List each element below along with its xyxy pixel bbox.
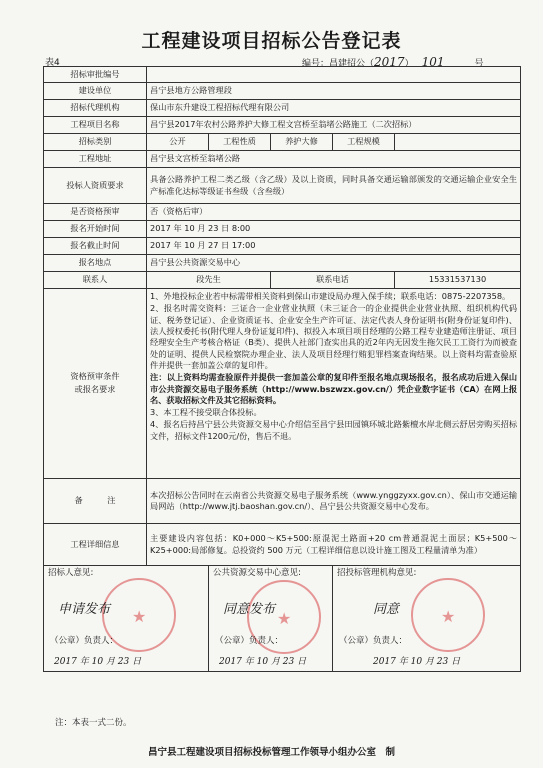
label-category: 招标类别 (44, 134, 147, 151)
row-agency (44, 100, 521, 117)
value-prequal: 否（资格后审） (147, 204, 521, 221)
condition-1: 1、外地投标企业若中标需带相关资料到保山市建设局办理入保手续；联系电话：0875-2207358。 (150, 291, 511, 301)
value-project-name: 昌宁县2017年农村公路养护大修工程文宫桥至翁堵公路施工（二次招标） (147, 117, 521, 134)
signature-person: （公章）负责人： (215, 636, 284, 646)
value-owner: 昌宁县地方公路管理段 (147, 83, 521, 100)
label-qualification: 投标人资质要求 (44, 168, 147, 204)
row-conditions (44, 289, 521, 479)
condition-3: 3、本工程不接受联合体投标。 (150, 407, 262, 418)
row-end-time (44, 238, 521, 255)
label-conditions-2: 或报名要求 (74, 383, 116, 394)
label-prequal: 是否资格预审 (44, 204, 147, 221)
label-start-time: 报名开始时间 (44, 221, 147, 238)
signature-trading-center (209, 566, 333, 672)
row-place (44, 255, 521, 272)
label-details: 工程详细信息 (44, 524, 147, 566)
table-note: 注：本表一式二份。 (55, 718, 132, 728)
row-owner (44, 83, 521, 100)
registration-table (43, 66, 521, 672)
signature-date: 2017 年 10 月 23 日 (373, 657, 461, 667)
value-qualification: 具备公路养护工程二类乙级（含乙级）及以上资质，同时具备交通运输部颁发的交通运输企业安全生产标准化达标等级证书叁级（含叁级） (147, 168, 521, 204)
label-location: 工程地址 (44, 151, 147, 168)
condition-note: 注：以上资料均需查验原件并提供一套加盖公章的复印件至报名地点现场报名，报名成功后进入保山市公共资源交易电子服务系统（http://www.bszwzx.gov.cn/）凭企业数字证书（CA）在网上报名、获取招标文件及其它招标资料。 (150, 372, 518, 405)
value-nature: 养护大修 (271, 134, 333, 151)
signature-handwriting: 同意发布 (223, 602, 276, 617)
row-prequal (44, 204, 521, 221)
page-title: 工程建设项目招标公告登记表 (141, 30, 402, 52)
signature-person: （公章）负责人： (339, 636, 408, 646)
value-end-time: 2017 年 10 月 27 日 17:00 (147, 238, 521, 255)
label-project-name: 工程项目名称 (44, 117, 147, 134)
signature-person: （公章）负责人： (50, 636, 119, 646)
signature-date: 2017 年 10 月 23 日 (219, 657, 307, 667)
signature-handwriting: 同意 (373, 602, 400, 617)
label-nature: 工程性质 (209, 134, 271, 151)
value-conditions (147, 289, 521, 479)
label-conditions-1: 资格预审条件 (70, 371, 120, 382)
signature-management (333, 566, 521, 672)
label-place: 报名地点 (44, 255, 147, 272)
label-agency: 招标代理机构 (44, 100, 147, 117)
value-phone: 15331537130 (395, 272, 521, 289)
form-number: 表4 (45, 58, 60, 68)
value-scale (395, 134, 521, 151)
issuer-footer: 昌宁县工程建设项目招标投标管理工作领导小组办公室 制 (147, 747, 395, 758)
row-details (44, 524, 521, 566)
seal-star-icon: ★ (441, 607, 456, 626)
signature-handwriting: 申请发布 (58, 602, 111, 617)
label-scale: 工程规模 (333, 134, 395, 151)
row-remarks (44, 479, 521, 524)
row-location (44, 151, 521, 168)
value-remarks: 本次招标公告同时在云南省公共资源交易电子服务系统（www.ynggzyxx.gov.cn）、保山市交通运输局网站（http://www.jtj.baoshan.gov.cn/）、昌宁县公共资源交易中心发布。 (147, 479, 521, 524)
label-approval-no: 招标审批编号 (44, 67, 147, 83)
row-signatures (44, 566, 521, 672)
value-location: 昌宁县文宫桥至翁堵公路 (147, 151, 521, 168)
signature-tenderer (44, 566, 209, 672)
row-approval-no (44, 67, 521, 83)
row-category (44, 134, 521, 151)
signature-title: 招标人意见: (48, 568, 94, 578)
label-conditions (44, 289, 147, 479)
label-owner: 建设单位 (44, 83, 147, 100)
value-start-time: 2017 年 10 月 23 日 8:00 (147, 221, 521, 238)
row-qualification (44, 168, 521, 204)
value-details: 主要建设内容包括：K0+000～K5+500:原混泥土路面+20 cm普通混泥土面层；K5+500～K25+000:局部修复。总投资约 500 万元（工程详细信息以设计施工图及工程量清单为准） (147, 524, 521, 566)
value-category: 公开 (147, 134, 209, 151)
label-contact: 联系人 (44, 272, 147, 289)
signature-title: 公共资源交易中心意见: (213, 568, 301, 578)
value-agency: 保山市东升建设工程招标代理有限公司 (147, 100, 521, 117)
official-seal (411, 578, 485, 652)
reg-no-year: 2017 (374, 55, 405, 69)
condition-2: 2、报名时需交资料：三证合一企业营业执照（未三证合一的企业提供企业营业执照、组织机构代码证、税务登记证）、企业资质证书、企业安全生产许可证、法定代表人身份证明书(附身份证复印件)、法人授权委托书(附代理人身份证复印件)、拟投入本项目项目经理的公路工程专业建造师注册证、项目经理安全生产考核合格证（B类）、提供人社部门查实出具的近2年内无因发生拖欠民工工资行为而被查处的证明、提供人民检察院办理企业、法人及项目经理行贿犯罪档案查询结果。以上资料均需查验原件并提供一套加盖公章的复印件。 (150, 303, 518, 370)
signature-title: 招投标管理机构意见: (337, 568, 417, 578)
seal-star-icon: ★ (132, 607, 147, 626)
value-approval-no (147, 67, 521, 83)
seal-star-icon: ★ (277, 609, 292, 628)
label-end-time: 报名截止时间 (44, 238, 147, 255)
condition-4: 4、报名后持昌宁县公共资源交易中心介绍信至昌宁县田园镇环城北路紫檀水岸北侧云舒居旁购买招标文件，招标文件1200元/份，售后不退。 (150, 419, 518, 441)
value-contact: 段先生 (147, 272, 271, 289)
row-contact (44, 272, 521, 289)
row-start-time (44, 221, 521, 238)
row-project-name (44, 117, 521, 134)
reg-no-sep: ） (404, 59, 414, 69)
reg-no-suffix: 号 (474, 59, 484, 69)
label-phone: 联系电话 (271, 272, 395, 289)
value-place: 昌宁县公共资源交易中心 (147, 255, 521, 272)
reg-no-num: 101 (421, 55, 445, 69)
label-remarks: 备 注 (44, 479, 147, 524)
signature-date: 2017 年 10 月 23 日 (54, 657, 142, 667)
reg-no-label: 编号：昌建招公（ (302, 59, 375, 69)
